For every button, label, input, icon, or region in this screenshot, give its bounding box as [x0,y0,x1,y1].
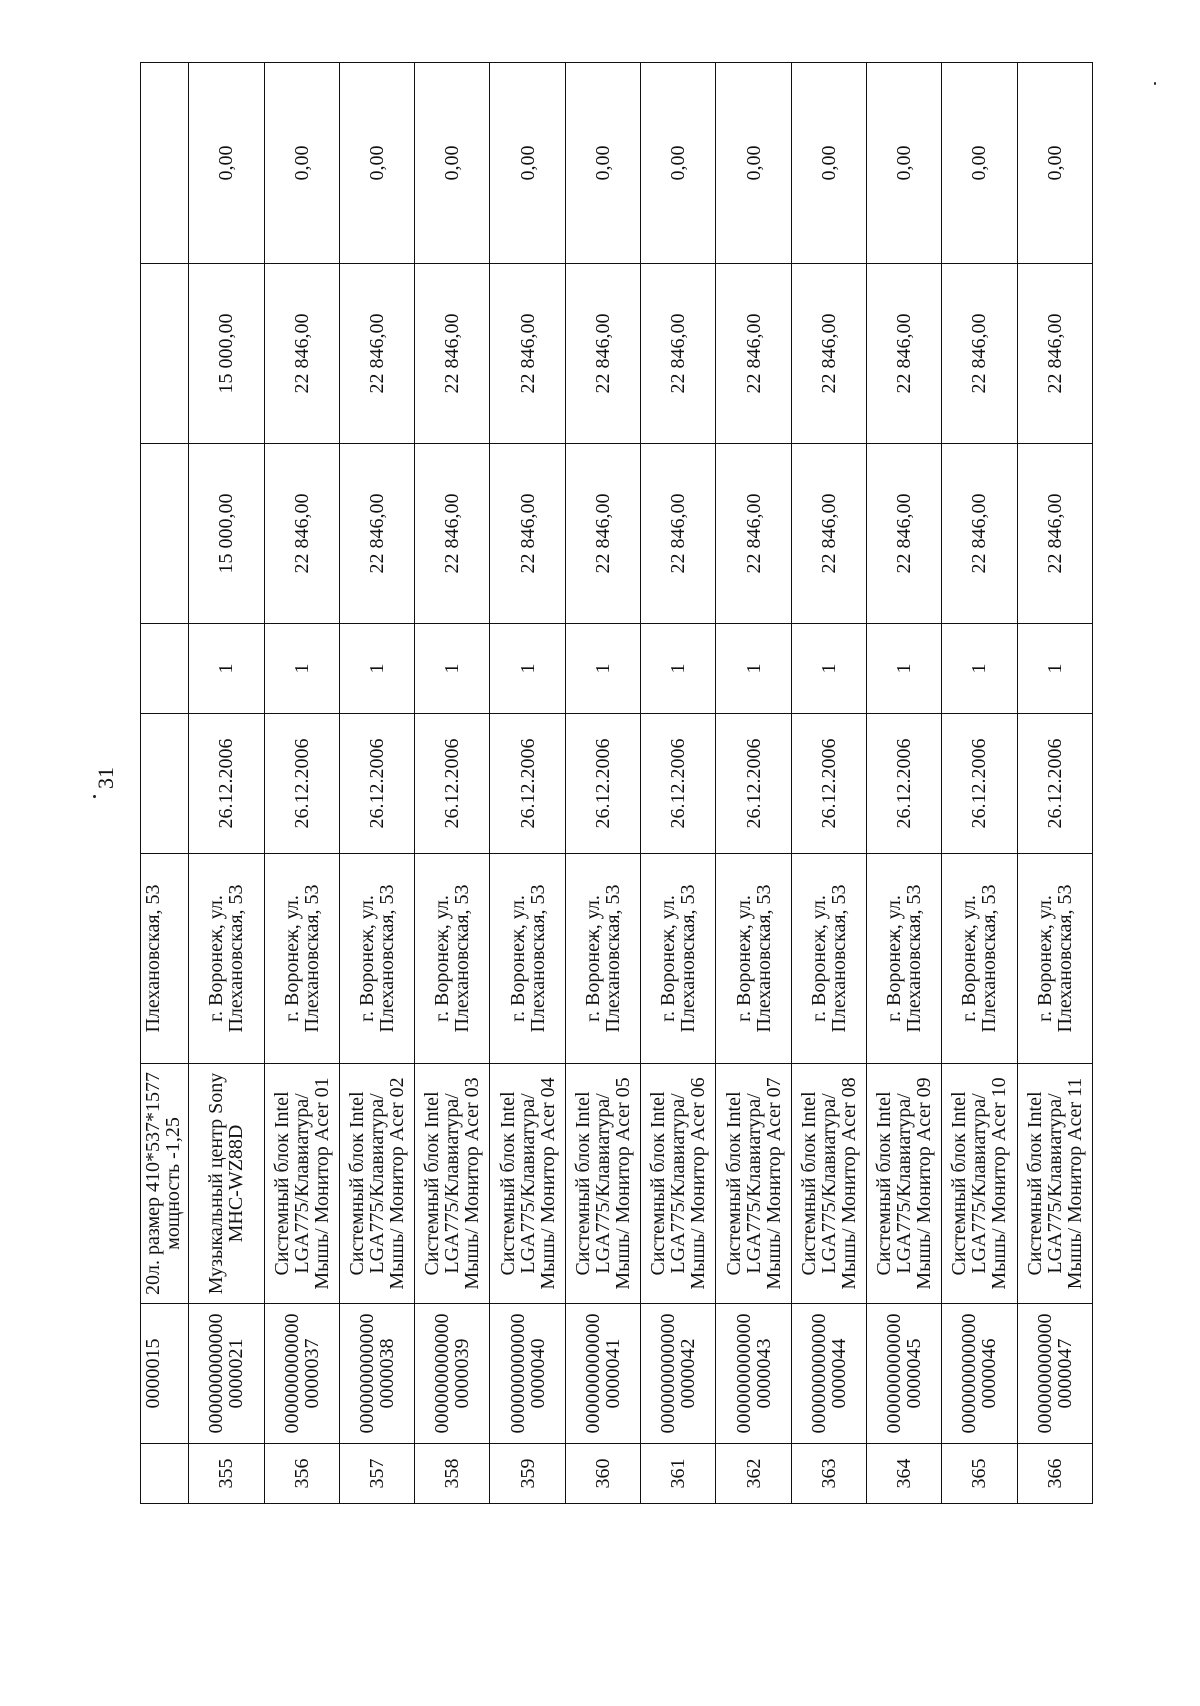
cell-qty: 1 [867,624,942,714]
cell-name: Системный блок Intel LGA775/Клавиатура/Мышь/ Монитор Acer 10 [942,1064,1017,1304]
cell-residual: 0,00 [942,63,1017,264]
cell-residual: 0,00 [716,63,791,264]
cell-book-value [141,264,189,444]
cell-qty: 1 [490,624,565,714]
cell-name: 20л. размер 410*537*1577 мощность -1,25 [141,1064,189,1304]
cell-address: г. Воронеж, ул. Плехановская, 53 [339,854,414,1064]
page-number: 31 [93,767,118,789]
cell-name: Системный блок Intel LGA775/Клавиатура/Мышь/ Монитор Acer 05 [565,1064,640,1304]
cell-residual: 0,00 [1017,63,1092,264]
cell-qty: 1 [339,624,414,714]
cell-inventory-no: 000000000000 0000038 [339,1304,414,1444]
cell-name: Системный блок Intel LGA775/Клавиатура/Мышь/ Монитор Acer 11 [1017,1064,1092,1304]
cell-book-value: 22 846,00 [791,264,866,444]
cell-qty: 1 [1017,624,1092,714]
cell-address: г. Воронеж, ул. Плехановская, 53 [716,854,791,1064]
cell-address: г. Воронеж, ул. Плехановская, 53 [867,854,942,1064]
cell-number: 360 [565,1444,640,1504]
cell-initial-cost: 22 846,00 [339,444,414,624]
cell-qty: 1 [641,624,716,714]
cell-date: 26.12.2006 [339,714,414,854]
cell-number: 364 [867,1444,942,1504]
cell-inventory-no: 0000015 [141,1304,189,1444]
cell-book-value: 22 846,00 [339,264,414,444]
cell-address: г. Воронеж, ул. Плехановская, 53 [189,854,264,1064]
cell-address: г. Воронеж, ул. Плехановская, 53 [565,854,640,1064]
cell-name: Системный блок Intel LGA775/Клавиатура/Мышь/ Монитор Acer 07 [716,1064,791,1304]
cell-name: Системный блок Intel LGA775/Клавиатура/Мышь/ Монитор Acer 04 [490,1064,565,1304]
cell-date: 26.12.2006 [264,714,339,854]
cell-initial-cost: 22 846,00 [641,444,716,624]
table-row [791,63,866,1504]
cell-initial-cost: 22 846,00 [791,444,866,624]
cell-inventory-no: 000000000000 0000039 [415,1304,490,1444]
cell-number: 365 [942,1444,1017,1504]
cell-book-value: 22 846,00 [641,264,716,444]
cell-book-value: 22 846,00 [867,264,942,444]
cell-residual: 0,00 [189,63,264,264]
cell-date: 26.12.2006 [189,714,264,854]
cell-qty: 1 [415,624,490,714]
cell-address: г. Воронеж, ул. Плехановская, 53 [1017,854,1092,1064]
cell-name: Системный блок Intel LGA775/Клавиатура/Мышь/ Монитор Acer 03 [415,1064,490,1304]
cell-book-value: 22 846,00 [716,264,791,444]
cell-number: 356 [264,1444,339,1504]
cell-address: г. Воронеж, ул. Плехановская, 53 [641,854,716,1064]
cell-inventory-no: 000000000000 0000042 [641,1304,716,1444]
cell-initial-cost: 22 846,00 [264,444,339,624]
cell-qty: 1 [716,624,791,714]
cell-date: 26.12.2006 [942,714,1017,854]
asset-table [140,62,1093,1504]
cell-address: г. Воронеж, ул. Плехановская, 53 [942,854,1017,1064]
cell-date: 26.12.2006 [565,714,640,854]
cell-residual [141,63,189,264]
cell-qty: 1 [942,624,1017,714]
cell-date: 26.12.2006 [791,714,866,854]
cell-name: Системный блок Intel LGA775/Клавиатура/Мышь/ Монитор Acer 01 [264,1064,339,1304]
cell-date: 26.12.2006 [490,714,565,854]
cell-residual: 0,00 [867,63,942,264]
cell-residual: 0,00 [791,63,866,264]
cell-inventory-no: 000000000000 0000045 [867,1304,942,1444]
cell-residual: 0,00 [264,63,339,264]
cell-number: 366 [1017,1444,1092,1504]
table-row [641,63,716,1504]
cell-book-value: 22 846,00 [1017,264,1092,444]
cell-book-value: 22 846,00 [490,264,565,444]
cell-inventory-no: 000000000000 0000040 [490,1304,565,1444]
cell-name: Системный блок Intel LGA775/Клавиатура/Мышь/ Монитор Acer 08 [791,1064,866,1304]
cell-address: г. Воронеж, ул. Плехановская, 53 [264,854,339,1064]
cell-address: Плехановская, 53 [141,854,189,1064]
cell-book-value: 22 846,00 [942,264,1017,444]
cell-date: 26.12.2006 [415,714,490,854]
cell-qty: 1 [264,624,339,714]
cell-initial-cost: 22 846,00 [415,444,490,624]
cell-initial-cost: 22 846,00 [565,444,640,624]
cell-residual: 0,00 [641,63,716,264]
cell-book-value: 22 846,00 [264,264,339,444]
cell-number: 355 [189,1444,264,1504]
cell-date [141,714,189,854]
table-row [942,63,1017,1504]
table-row [867,63,942,1504]
cell-number: 359 [490,1444,565,1504]
table-row [264,63,339,1504]
scan-speck [1154,82,1156,85]
cell-inventory-no: 000000000000 0000044 [791,1304,866,1444]
cell-inventory-no: 000000000000 0000021 [189,1304,264,1444]
cell-book-value: 22 846,00 [415,264,490,444]
cell-date: 26.12.2006 [867,714,942,854]
cell-qty: 1 [189,624,264,714]
cell-book-value: 22 846,00 [565,264,640,444]
cell-residual: 0,00 [490,63,565,264]
cell-number: 361 [641,1444,716,1504]
cell-name: Системный блок Intel LGA775/Клавиатура/Мышь/ Монитор Acer 09 [867,1064,942,1304]
cell-qty: 1 [791,624,866,714]
cell-inventory-no: 000000000000 0000037 [264,1304,339,1444]
table-row [1017,63,1092,1504]
cell-inventory-no: 000000000000 0000046 [942,1304,1017,1444]
table-row-partial [141,63,189,1504]
cell-number: 363 [791,1444,866,1504]
cell-number: 362 [716,1444,791,1504]
cell-qty: 1 [565,624,640,714]
cell-number: 358 [415,1444,490,1504]
table-row [490,63,565,1504]
scan-speck [93,795,96,798]
cell-book-value: 15 000,00 [189,264,264,444]
cell-initial-cost: 22 846,00 [867,444,942,624]
asset-table-container [140,63,1093,1504]
cell-number [141,1444,189,1504]
cell-inventory-no: 000000000000 0000043 [716,1304,791,1444]
cell-name: Системный блок Intel LGA775/Клавиатура/Мышь/ Монитор Acer 06 [641,1064,716,1304]
cell-name: Музыкальный центр Sony MHC-WZ88D [189,1064,264,1304]
cell-date: 26.12.2006 [641,714,716,854]
table-row [716,63,791,1504]
cell-residual: 0,00 [415,63,490,264]
cell-address: г. Воронеж, ул. Плехановская, 53 [415,854,490,1064]
asset-table-body [141,63,1093,1504]
cell-date: 26.12.2006 [716,714,791,854]
cell-inventory-no: 000000000000 0000047 [1017,1304,1092,1444]
cell-residual: 0,00 [339,63,414,264]
cell-address: г. Воронеж, ул. Плехановская, 53 [791,854,866,1064]
table-row [565,63,640,1504]
cell-name: Системный блок Intel LGA775/Клавиатура/Мышь/ Монитор Acer 02 [339,1064,414,1304]
cell-initial-cost: 15 000,00 [189,444,264,624]
cell-initial-cost: 22 846,00 [490,444,565,624]
cell-initial-cost [141,444,189,624]
table-row [339,63,414,1504]
table-row [415,63,490,1504]
cell-number: 357 [339,1444,414,1504]
cell-residual: 0,00 [565,63,640,264]
cell-inventory-no: 000000000000 0000041 [565,1304,640,1444]
cell-address: г. Воронеж, ул. Плехановская, 53 [490,854,565,1064]
table-row [189,63,264,1504]
cell-date: 26.12.2006 [1017,714,1092,854]
cell-initial-cost: 22 846,00 [716,444,791,624]
cell-initial-cost: 22 846,00 [942,444,1017,624]
cell-qty [141,624,189,714]
cell-initial-cost: 22 846,00 [1017,444,1092,624]
